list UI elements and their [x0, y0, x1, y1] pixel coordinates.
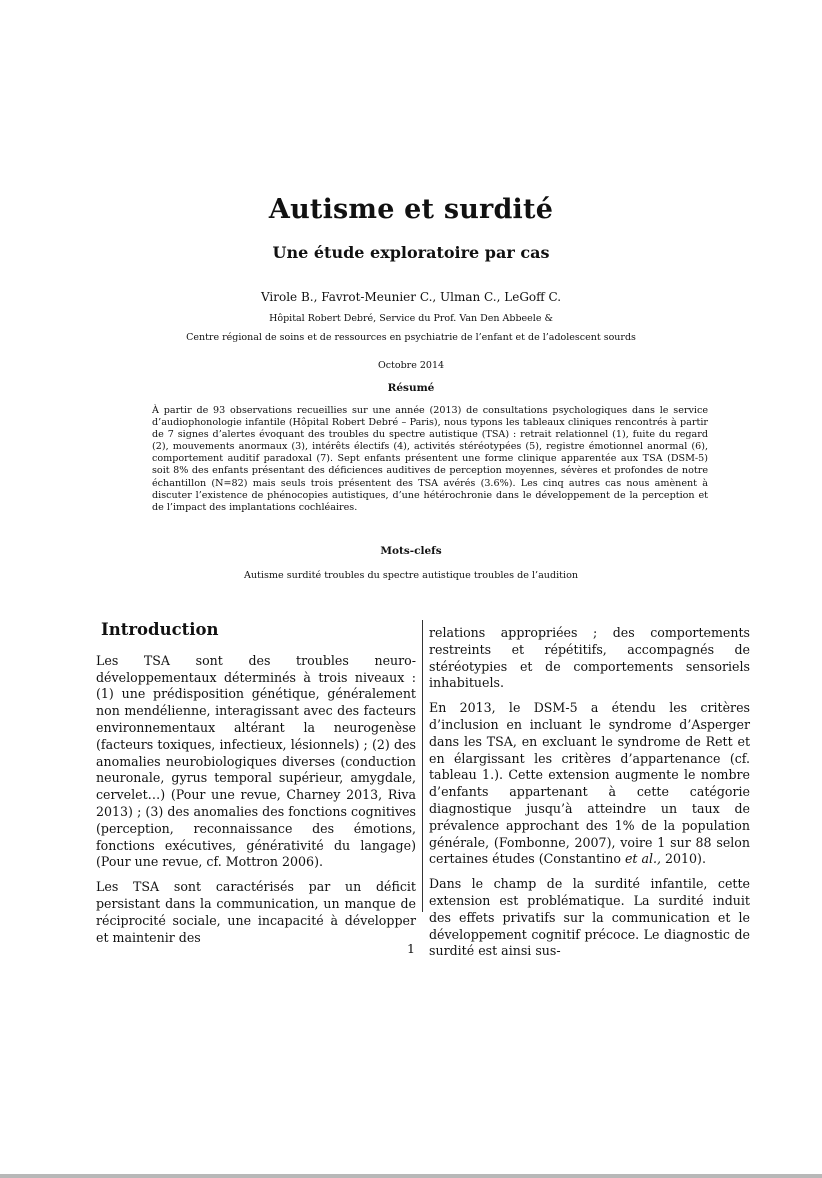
authors: Virole B., Favrot-Meunier C., Ulman C., LeGoff C.	[260, 290, 562, 304]
paper-title: Autisme et surdité	[268, 194, 554, 225]
paragraph: Les TSA sont des troubles neuro-développementaux déterminés à trois niveaux : (1) une prédisposition génétique, généralement non mendélienne, interagissant avec des facteurs environnementaux altérant la neurogenèse (facteurs toxiques, infectieux, lésionnels) ; (2) des anomalies neurobiologiques diverses (conduction neuronale, gyrus temporal supérieur, amygdale, cervelet…) (Pour une revue, Charney 2013, Riva 2013) ; (3) des anomalies des fonctions cognitives (perception, reconnaissance des émotions, fonctions exécutives, générativité du langage)(Pour une revue, cf. Mottron 2006).	[96, 652, 416, 870]
date: Octobre 2014	[377, 360, 445, 371]
paragraph-text: En 2013, le DSM-5 a étendu les critères d’inclusion en incluant le syndrome d’Asperger dans les TSA, en excluant le syndrome de Rett et en élargissant les critères d’appartenance (cf. tableau 1.). Cette extension augmente le nombre d’enfants appartenant à cette catégorie diagnostique jusqu’à atteindre un taux de prévalence approchant des 1% de la population générale, (Fombonne, 2007), voire 1 sur 88 selon certaines études (Constantino	[429, 700, 750, 867]
paragraph: Les TSA sont caractérisés par un déficit persistant dans la communication, un manque de réciprocité sociale, une incapacité à développer et maintenir des	[96, 879, 416, 945]
left-column	[96, 620, 416, 954]
right-column	[429, 625, 750, 968]
citation-etal: et al.,	[624, 851, 661, 867]
page-bottom-border	[0, 1174, 822, 1178]
affiliation-1: Hôpital Robert Debré, Service du Prof. Van Den Abbeele &	[269, 313, 553, 324]
paragraph-text: 2010).	[661, 851, 706, 867]
affiliation-2: Centre régional de soins et de ressources en psychiatrie de l’enfant et de l’adolescent sourds	[186, 332, 636, 343]
paragraph	[429, 700, 750, 868]
abstract-heading: Résumé	[387, 382, 435, 394]
abstract-text: À partir de 93 observations recueillies sur une année (2013) de consultations psychologiques dans le service d’audiophonologie infantile (Hôpital Robert Debré – Paris), nous typons les tableaux cliniques rencontrés à partir de 7 signes d’alertes évoquant des troubles du spectre autistique (TSA) : retrait relationnel (1), fuite du regard (2), mouvements anormaux (3), intérêts électifs (4), activités stéréotypées (5), registre émotionnel anormal (6), comportement auditif paradoxal (7). Sept enfants présentent une forme clinique apparentée aux TSA (DSM-5) soit 8% des enfants présentant des déficiences auditives de perception moyennes, sévères et profondes de notre échantillon (N=82) mais seuls trois présentent des TSA avérés (3.6%). Les cinq autres cas nous amènent à discuter l’existence de phénocopies autistiques, d’une hétérochronie dans le développement de la perception et de l’impact des implantations cochléaires.	[152, 405, 708, 513]
column-divider	[422, 620, 423, 912]
paragraph: relations appropriées ; des comportements restreints et répétitifs, accompagnés de stéréotypies et de comportements sensoriels inhabituels.	[429, 625, 750, 691]
paragraph: Dans le champ de la surdité infantile, cette extension est problématique. La surdité induit des effets privatifs sur la communication et le développement cognitif précoce. Le diagnostic de surdité est ainsi sus-	[429, 876, 750, 959]
paper-subtitle: Une étude exploratoire par cas	[272, 243, 550, 262]
keywords-heading: Mots-clefs	[380, 545, 442, 557]
section-heading-introduction: Introduction	[101, 620, 219, 639]
page-number: 1	[407, 941, 415, 956]
keywords-text: Autisme surdité troubles du spectre autistique troubles de l’audition	[243, 570, 579, 581]
